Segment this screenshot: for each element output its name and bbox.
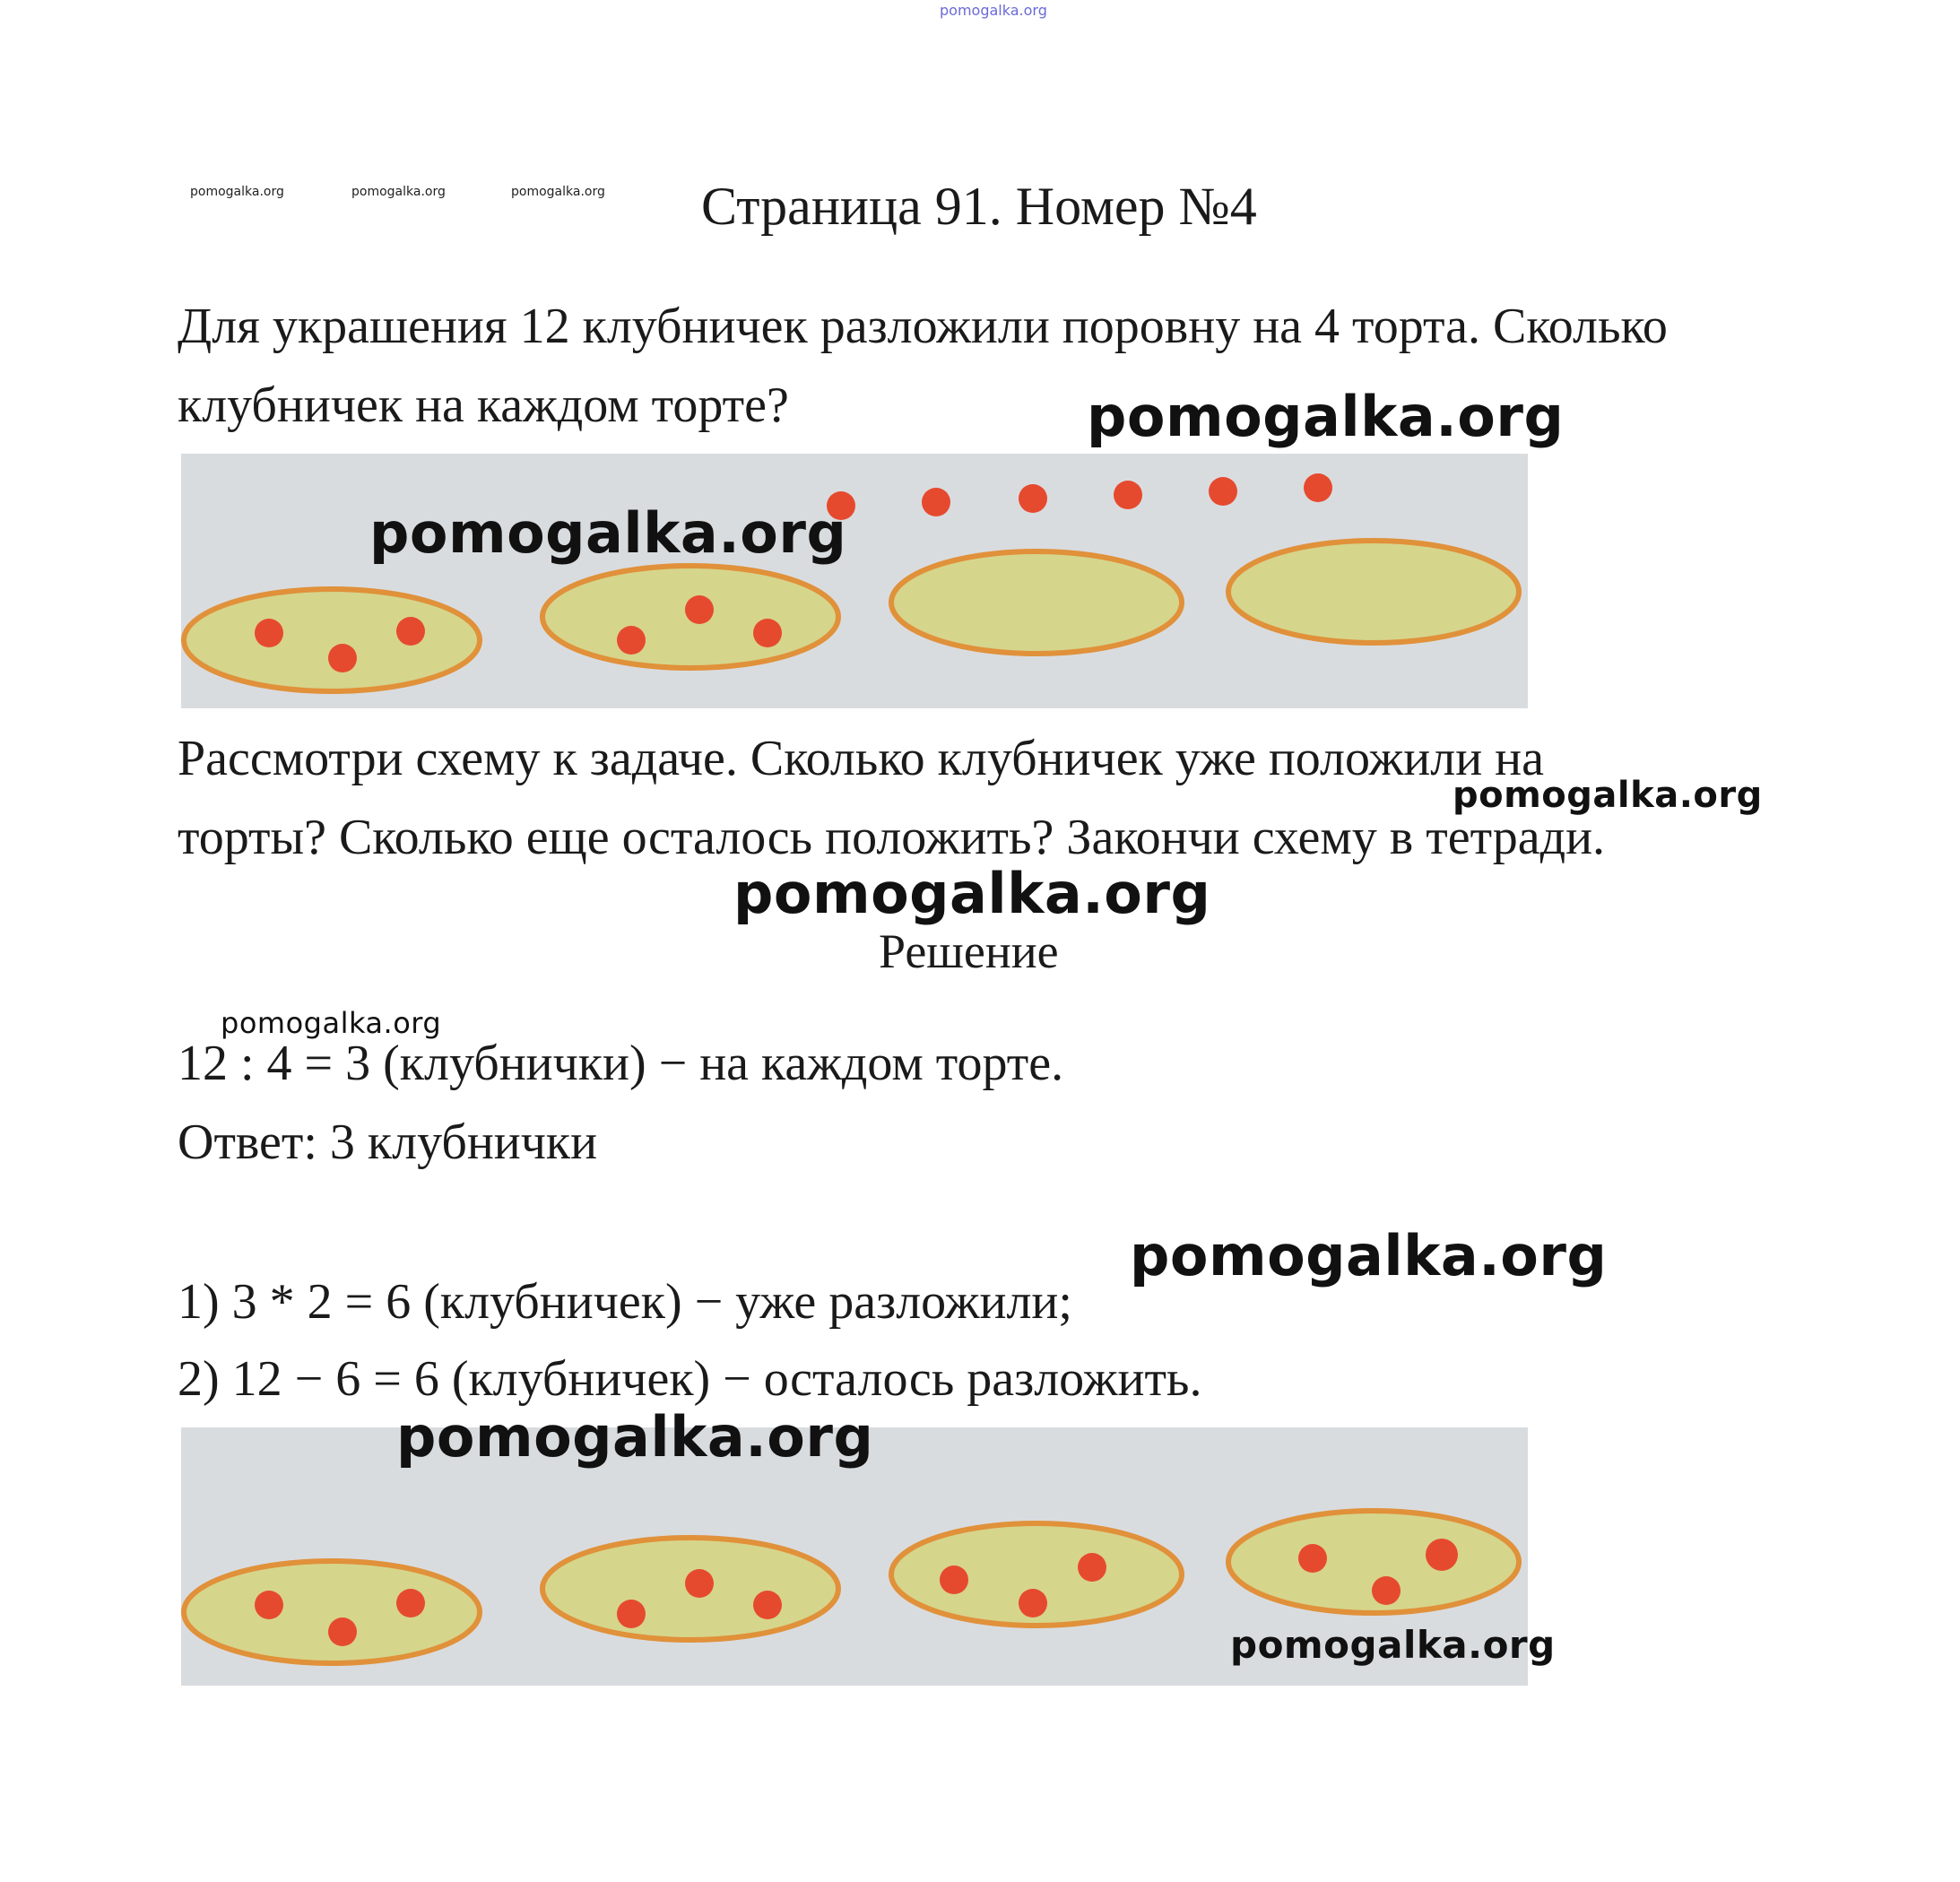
berry [1019,484,1047,513]
berry [328,1617,357,1646]
berry [940,1565,968,1594]
cake-4 [1228,1511,1519,1613]
watermark-5: pomogalka.org [221,1006,442,1040]
solution-heading: Решение [879,924,1059,978]
watermark-header-1: pomogalka.org [190,185,284,199]
watermark-2: pomogalka.org [369,500,847,566]
berry [255,1591,283,1619]
berry [396,617,425,646]
watermark-header-3: pomogalka.org [511,185,605,199]
step-1: 1) 3 * 2 = 6 (клубничек) − уже разложили; [178,1274,1072,1330]
watermark-header-2: pomogalka.org [351,185,446,199]
cake-3 [891,551,1182,654]
cake-1 [184,589,480,691]
question-line-2: торты? Сколько еще осталось положить? Закончи схему в тетради. [178,810,1606,865]
scheme-initial-drawing [181,454,1528,708]
berry [617,626,646,655]
watermark-top: pomogalka.org [940,2,1047,19]
berry [753,619,782,647]
cake-1 [184,1561,480,1663]
watermark-6: pomogalka.org [1130,1223,1608,1288]
answer-line: Ответ: 3 клубнички [178,1114,598,1170]
scheme-initial [181,454,1528,708]
cake-4 [1228,541,1519,643]
watermark-7: pomogalka.org [396,1404,874,1470]
berry [1078,1553,1106,1582]
berry [922,488,950,516]
berry [1019,1589,1047,1617]
berry [1304,473,1332,502]
berry [255,619,283,647]
berry [328,644,357,672]
berry [617,1600,646,1628]
step-2: 2) 12 − 6 = 6 (клубничек) − осталось разложить. [178,1351,1202,1407]
berry [1426,1539,1458,1571]
watermark-8: pomogalka.org [1230,1623,1556,1667]
page-title: Страница 91. Номер №4 [701,177,1257,236]
solution-line: 12 : 4 = 3 (клубнички) − на каждом торте. [178,1036,1064,1091]
berry [1372,1576,1401,1605]
problem-line-1: Для украшения 12 клубничек разложили поровну на 4 торта. Сколько [178,299,1668,354]
watermark-3: pomogalka.org [1453,775,1763,816]
watermark-1: pomogalka.org [1087,384,1565,449]
berry [396,1589,425,1617]
berry [753,1591,782,1619]
question-line-1: Рассмотри схему к задаче. Сколько клубничек уже положили на [178,731,1545,786]
berry [1209,477,1237,506]
watermark-4: pomogalka.org [733,861,1211,926]
berry [1114,481,1142,509]
berry [1298,1544,1327,1573]
problem-line-2: клубничек на каждом торте? [178,377,789,433]
berry [685,595,714,624]
berry [685,1569,714,1598]
